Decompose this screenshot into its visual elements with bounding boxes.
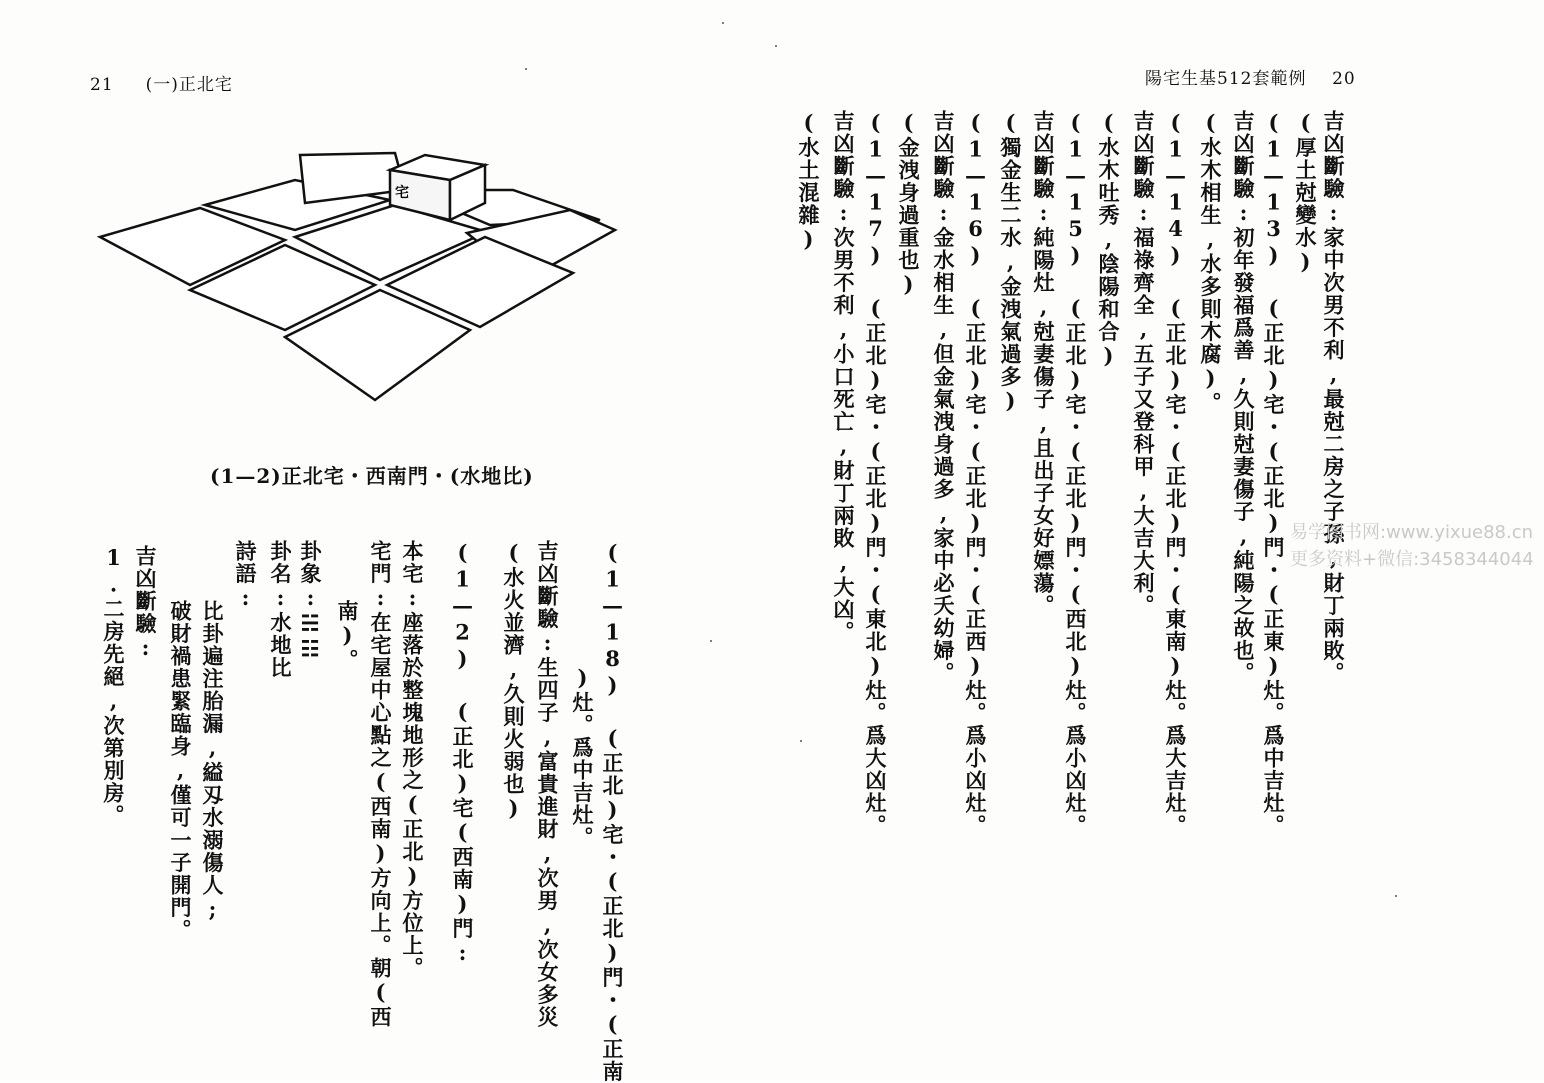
text-column: (金洩身過重也): [896, 110, 921, 298]
house-plot-diagram: [95, 145, 635, 410]
text-column: 吉凶斷驗:福祿齊全,五子又登科甲,大吉大利。: [1131, 110, 1156, 617]
text-column: (1—13) (正北)宅・(正北)門・(正東)灶。爲中吉灶。: [1261, 110, 1286, 837]
text-column: 卦名:水地比: [268, 540, 293, 679]
text-column: (厚土尅變水): [1293, 110, 1318, 276]
text-column: (獨金生二水,金洩氣過多): [998, 110, 1023, 415]
text-column: (水火並濟,久則火弱也): [501, 540, 526, 822]
right-page-header: [1145, 64, 1356, 89]
text-column: 1.二房先絕,次第別房。: [101, 545, 126, 827]
text-column: 吉凶斷驗:次男不利,小口死亡,財丁兩敗,大凶。: [831, 110, 856, 644]
text-column: (水土混雜): [796, 110, 821, 253]
text-column: (1—15) (正北)宅・(正北)門・(西北)灶。爲小凶灶。: [1063, 110, 1088, 837]
text-column: (水木相生,水多則木腐)。: [1198, 110, 1223, 415]
text-column: (1—14) (正北)宅・(正北)門・(東南)灶。爲大吉灶。: [1163, 110, 1188, 837]
watermark-line: 更多资料+微信:3458344044: [1290, 549, 1534, 570]
scan-speck: [722, 22, 724, 24]
text-column: 宅門:在宅屋中心點之(西南)方向上。朝(西: [368, 540, 393, 1029]
text-column: (1—17) (正北)宅・(正北)門・(東北)灶。爲大凶灶。: [863, 110, 888, 837]
scan-speck: [800, 740, 802, 742]
figure-caption: (1—2)正北宅・西南門・(水地比): [210, 464, 534, 488]
text-column: 吉凶斷驗:家中次男不利,最尅二房之子孫,財丁兩敗。: [1321, 110, 1346, 685]
house-label: 宅: [395, 185, 409, 201]
text-column: 比卦遍注胎漏,縊刄水溺傷人;: [200, 600, 225, 923]
text-column: (1—16) (正北)宅・(正北)門・(正西)灶。爲小凶灶。: [963, 110, 988, 837]
text-column: 吉凶斷驗:初年發福爲善,久則尅妻傷子,純陽之故也。: [1231, 110, 1256, 685]
scan-speck: [1395, 895, 1397, 897]
scan-speck: [525, 68, 527, 70]
text-column: (1—18) (正北)宅・(正北)門・(正南: [600, 540, 625, 1083]
scan-speck: [775, 45, 777, 47]
text-column: 詩語:: [233, 540, 258, 612]
text-column: 吉凶斷驗:純陽灶,尅妻傷子,且出子女好嫖蕩。: [1031, 110, 1056, 617]
text-column: 吉凶斷驗:金水相生,但金氣洩身過多,家中必夭幼婦。: [931, 110, 956, 685]
watermark-line: 易学图书网:www.yixue88.cn: [1290, 522, 1534, 543]
text-column: (1—2) (正北)宅(西南)門:: [450, 540, 475, 967]
text-column: 南)。: [335, 600, 360, 672]
text-column: (水木吐秀,陰陽和合): [1096, 110, 1121, 370]
right-page-number: 20: [1332, 69, 1356, 89]
text-column: 吉凶斷驗:: [133, 545, 158, 662]
left-page-number: 21: [90, 75, 114, 95]
scan-speck: [710, 640, 712, 642]
text-column: 本宅:座落於整塊地形之(正北)方位上。: [400, 540, 425, 980]
left-section-title: (一)正北宅: [145, 75, 233, 95]
text-column: 吉凶斷驗:生四子,富貴進財,次男,次女多災: [535, 540, 560, 1029]
text-column: 卦象:☵☷: [298, 540, 323, 663]
book-title: 陽宅生基512套範例: [1145, 69, 1307, 89]
text-column: 破財禍患緊臨身,僅可一子開門。: [168, 600, 193, 942]
left-page-header: [90, 70, 233, 95]
text-column: )灶。爲中吉灶。: [570, 665, 595, 849]
